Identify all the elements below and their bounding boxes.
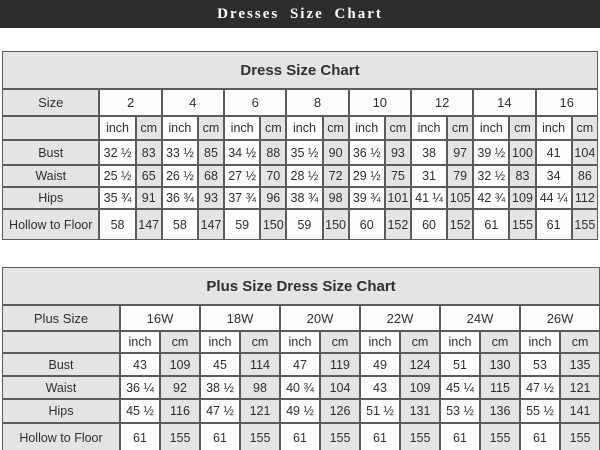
unit-cm-cell: cm — [136, 116, 162, 140]
inch-value-cell: 31 — [411, 165, 447, 187]
unit-inch-cell: inch — [360, 331, 400, 353]
inch-value-cell: 44 ¼ — [536, 187, 572, 209]
inch-value-cell: 55 ½ — [520, 399, 560, 423]
unit-inch-cell: inch — [349, 116, 385, 140]
unit-cm-cell: cm — [198, 116, 224, 140]
dress-size-chart-table — [2, 51, 598, 240]
row-label-cell: Hips — [2, 399, 120, 423]
cm-value-cell: 83 — [509, 165, 535, 187]
cm-value-cell: 119 — [320, 353, 360, 376]
cm-value-cell: 155 — [240, 423, 280, 450]
size-header-cell: 6 — [224, 89, 286, 116]
inch-value-cell: 43 — [120, 353, 160, 376]
size-header-cell: 10 — [349, 89, 411, 116]
inch-value-cell: 38 ¾ — [286, 187, 322, 209]
inch-value-cell: 27 ½ — [224, 165, 260, 187]
table-title: Plus Size Dress Size Chart — [2, 267, 600, 305]
cm-value-cell: 104 — [320, 376, 360, 399]
inch-value-cell: 53 — [520, 353, 560, 376]
unit-inch-cell: inch — [286, 116, 322, 140]
row-label-cell: Hips — [2, 187, 99, 209]
row-label-cell: Hollow to Floor — [2, 423, 120, 450]
cm-value-cell: 141 — [560, 399, 600, 423]
table-title: Dress Size Chart — [2, 51, 598, 89]
inch-value-cell: 41 ¼ — [411, 187, 447, 209]
inch-value-cell: 35 ½ — [286, 140, 322, 165]
inch-value-cell: 61 — [473, 209, 509, 240]
cm-value-cell: 112 — [572, 187, 598, 209]
inch-value-cell: 41 — [536, 140, 572, 165]
inch-value-cell: 61 — [120, 423, 160, 450]
size-label-cell: Size — [2, 89, 99, 116]
inch-value-cell: 60 — [411, 209, 447, 240]
cm-value-cell: 124 — [400, 353, 440, 376]
inch-value-cell: 39 ¾ — [349, 187, 385, 209]
inch-value-cell: 36 ¼ — [120, 376, 160, 399]
inch-value-cell: 51 ½ — [360, 399, 400, 423]
inch-value-cell: 36 ½ — [349, 140, 385, 165]
row-label-cell: Bust — [2, 353, 120, 376]
cm-value-cell: 116 — [160, 399, 200, 423]
inch-value-cell: 37 ¾ — [224, 187, 260, 209]
cm-value-cell: 68 — [198, 165, 224, 187]
cm-value-cell: 97 — [447, 140, 473, 165]
cm-value-cell: 155 — [509, 209, 535, 240]
unit-cm-cell: cm — [160, 331, 200, 353]
plus-size-dress-size-chart-table — [2, 267, 600, 450]
size-label-cell: Plus Size — [2, 305, 120, 331]
unit-cm-cell: cm — [385, 116, 411, 140]
inch-value-cell: 38 ½ — [200, 376, 240, 399]
inch-value-cell: 34 — [536, 165, 572, 187]
inch-value-cell: 43 — [360, 376, 400, 399]
unit-cm-cell: cm — [447, 116, 473, 140]
inch-value-cell: 47 ½ — [520, 376, 560, 399]
cm-value-cell: 109 — [509, 187, 535, 209]
inch-value-cell: 42 ¾ — [473, 187, 509, 209]
inch-value-cell: 35 ¾ — [99, 187, 135, 209]
unit-cm-cell: cm — [400, 331, 440, 353]
size-header-cell: 22W — [360, 305, 440, 331]
cm-value-cell: 130 — [480, 353, 520, 376]
inch-value-cell: 61 — [200, 423, 240, 450]
inch-value-cell: 61 — [536, 209, 572, 240]
inch-value-cell: 49 — [360, 353, 400, 376]
inch-value-cell: 33 ½ — [162, 140, 198, 165]
unit-cm-cell: cm — [509, 116, 535, 140]
unit-cm-cell: cm — [320, 331, 360, 353]
unit-inch-cell: inch — [280, 331, 320, 353]
cm-value-cell: 85 — [198, 140, 224, 165]
cm-value-cell: 109 — [160, 353, 200, 376]
cm-value-cell: 90 — [323, 140, 349, 165]
banner-title: Dresses Size Chart — [217, 5, 383, 22]
inch-value-cell: 59 — [286, 209, 322, 240]
inch-value-cell: 53 ½ — [440, 399, 480, 423]
cm-value-cell: 155 — [160, 423, 200, 450]
inch-value-cell: 28 ½ — [286, 165, 322, 187]
cm-value-cell: 135 — [560, 353, 600, 376]
cm-value-cell: 104 — [572, 140, 598, 165]
unit-inch-cell: inch — [99, 116, 135, 140]
cm-value-cell: 70 — [260, 165, 286, 187]
size-header-cell: 14 — [473, 89, 535, 116]
cm-value-cell: 105 — [447, 187, 473, 209]
size-header-cell: 24W — [440, 305, 520, 331]
top-banner — [0, 0, 600, 28]
cm-value-cell: 150 — [260, 209, 286, 240]
cm-value-cell: 115 — [480, 376, 520, 399]
unit-cm-cell: cm — [480, 331, 520, 353]
cm-value-cell: 72 — [323, 165, 349, 187]
size-header-cell: 16W — [120, 305, 200, 331]
cm-value-cell: 79 — [447, 165, 473, 187]
inch-value-cell: 40 ¾ — [280, 376, 320, 399]
inch-value-cell: 47 ½ — [200, 399, 240, 423]
size-header-cell: 20W — [280, 305, 360, 331]
inch-value-cell: 59 — [224, 209, 260, 240]
inch-value-cell: 45 — [200, 353, 240, 376]
size-header-cell: 4 — [162, 89, 224, 116]
cm-value-cell: 155 — [320, 423, 360, 450]
inch-value-cell: 45 ½ — [120, 399, 160, 423]
inch-value-cell: 38 — [411, 140, 447, 165]
cm-value-cell: 100 — [509, 140, 535, 165]
cm-value-cell: 98 — [323, 187, 349, 209]
cm-value-cell: 83 — [136, 140, 162, 165]
cm-value-cell: 155 — [400, 423, 440, 450]
cm-value-cell: 75 — [385, 165, 411, 187]
inch-value-cell: 45 ¼ — [440, 376, 480, 399]
cm-value-cell: 114 — [240, 353, 280, 376]
inch-value-cell: 58 — [162, 209, 198, 240]
inch-value-cell: 61 — [280, 423, 320, 450]
inch-value-cell: 49 ½ — [280, 399, 320, 423]
cm-value-cell: 155 — [480, 423, 520, 450]
row-label-cell: Waist — [2, 376, 120, 399]
cm-value-cell: 109 — [400, 376, 440, 399]
row-label-cell: Hollow to Floor — [2, 209, 99, 240]
cm-value-cell: 150 — [323, 209, 349, 240]
inch-value-cell: 29 ½ — [349, 165, 385, 187]
cm-value-cell: 152 — [385, 209, 411, 240]
size-charts-section — [0, 51, 600, 450]
unit-cm-cell: cm — [240, 331, 280, 353]
cm-value-cell: 136 — [480, 399, 520, 423]
cm-value-cell: 93 — [198, 187, 224, 209]
unit-inch-cell: inch — [440, 331, 480, 353]
inch-value-cell: 47 — [280, 353, 320, 376]
cm-value-cell: 126 — [320, 399, 360, 423]
inch-value-cell: 61 — [440, 423, 480, 450]
inch-value-cell: 34 ½ — [224, 140, 260, 165]
cm-value-cell: 121 — [240, 399, 280, 423]
cm-value-cell: 92 — [160, 376, 200, 399]
cm-value-cell: 147 — [136, 209, 162, 240]
row-label-cell: Bust — [2, 140, 99, 165]
cm-value-cell: 131 — [400, 399, 440, 423]
unit-inch-cell: inch — [120, 331, 160, 353]
size-header-cell: 16 — [536, 89, 598, 116]
cm-value-cell: 121 — [560, 376, 600, 399]
cm-value-cell: 101 — [385, 187, 411, 209]
cm-value-cell: 155 — [572, 209, 598, 240]
size-header-cell: 18W — [200, 305, 280, 331]
unit-inch-cell: inch — [224, 116, 260, 140]
inch-value-cell: 61 — [360, 423, 400, 450]
unit-inch-cell: inch — [473, 116, 509, 140]
row-label-cell: Waist — [2, 165, 99, 187]
inch-value-cell: 51 — [440, 353, 480, 376]
cm-value-cell: 98 — [240, 376, 280, 399]
inch-value-cell: 60 — [349, 209, 385, 240]
cm-value-cell: 152 — [447, 209, 473, 240]
size-header-cell: 12 — [411, 89, 473, 116]
unit-row-corner-cell — [2, 331, 120, 353]
unit-inch-cell: inch — [200, 331, 240, 353]
cm-value-cell: 155 — [560, 423, 600, 450]
unit-cm-cell: cm — [572, 116, 598, 140]
unit-cm-cell: cm — [260, 116, 286, 140]
unit-inch-cell: inch — [162, 116, 198, 140]
inch-value-cell: 32 ½ — [99, 140, 135, 165]
inch-value-cell: 32 ½ — [473, 165, 509, 187]
cm-value-cell: 147 — [198, 209, 224, 240]
cm-value-cell: 93 — [385, 140, 411, 165]
size-header-cell: 8 — [286, 89, 348, 116]
unit-inch-cell: inch — [411, 116, 447, 140]
unit-inch-cell: inch — [536, 116, 572, 140]
inch-value-cell: 61 — [520, 423, 560, 450]
inch-value-cell: 26 ½ — [162, 165, 198, 187]
cm-value-cell: 96 — [260, 187, 286, 209]
unit-cm-cell: cm — [560, 331, 600, 353]
unit-row-corner-cell — [2, 116, 99, 140]
size-header-cell: 26W — [520, 305, 600, 331]
inch-value-cell: 58 — [99, 209, 135, 240]
unit-inch-cell: inch — [520, 331, 560, 353]
inch-value-cell: 25 ½ — [99, 165, 135, 187]
cm-value-cell: 91 — [136, 187, 162, 209]
cm-value-cell: 88 — [260, 140, 286, 165]
inch-value-cell: 39 ½ — [473, 140, 509, 165]
inch-value-cell: 36 ¾ — [162, 187, 198, 209]
unit-cm-cell: cm — [323, 116, 349, 140]
cm-value-cell: 86 — [572, 165, 598, 187]
cm-value-cell: 65 — [136, 165, 162, 187]
size-header-cell: 2 — [99, 89, 161, 116]
